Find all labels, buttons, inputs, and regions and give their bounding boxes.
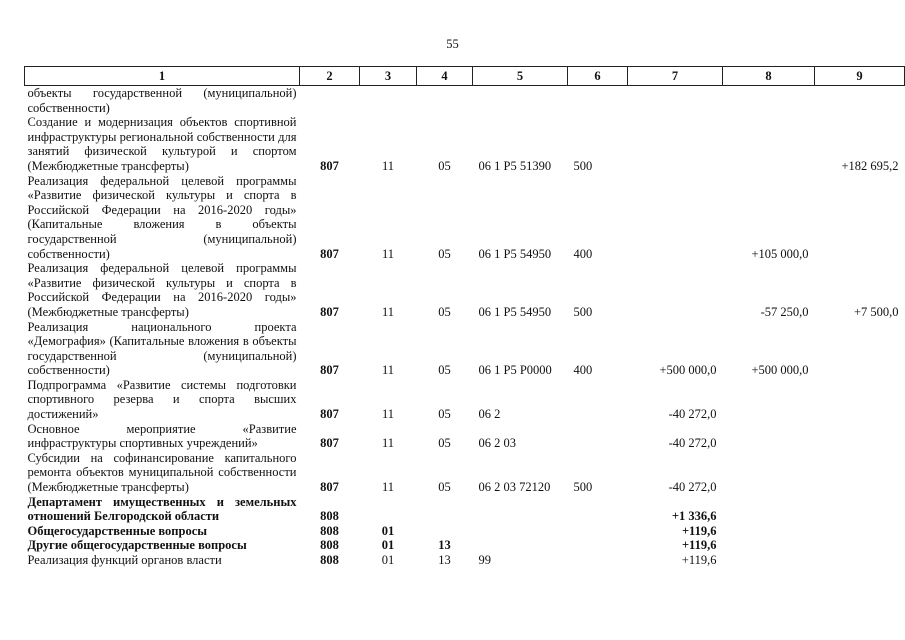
table-header bbox=[25, 67, 905, 86]
row-value-col7: -40 272,0 bbox=[668, 407, 717, 422]
row-subsection: 05 bbox=[438, 436, 451, 451]
row-admin-code: 807 bbox=[320, 480, 339, 495]
row-section bbox=[360, 86, 417, 116]
table-row bbox=[25, 538, 905, 553]
row-admin-code: 808 bbox=[320, 509, 339, 524]
row-value-col9 bbox=[815, 553, 905, 568]
row-name: Департамент имущественных и земельных отношений Белгородской области bbox=[27, 494, 297, 524]
row-admin-code: 807 bbox=[320, 436, 339, 451]
row-value-col9: +182 695,2 bbox=[841, 158, 899, 173]
row-value-col8 bbox=[723, 524, 815, 539]
row-admin-code: 808 bbox=[320, 553, 339, 567]
row-subsection bbox=[417, 495, 473, 524]
column-header-6: 6 bbox=[568, 67, 628, 86]
table-row bbox=[25, 174, 905, 262]
row-target-code: 06 1 P5 54950 bbox=[478, 304, 552, 319]
row-name: Другие общегосударственные вопросы bbox=[27, 538, 247, 553]
table-row bbox=[25, 553, 905, 568]
row-subsection: 13 bbox=[438, 553, 451, 567]
row-value-col8 bbox=[723, 86, 815, 116]
column-header-2: 2 bbox=[300, 67, 360, 86]
row-expense-type: 500 bbox=[573, 304, 593, 319]
row-section: 11 bbox=[381, 480, 395, 495]
row-value-col9 bbox=[815, 86, 905, 116]
table-row bbox=[25, 495, 905, 524]
table-row bbox=[25, 115, 905, 173]
row-name: Создание и модернизация объектов спортивной инфраструктуры региональной собственности для занятий физической культурой и спортом (Межбюджетные трансферты) bbox=[27, 115, 297, 173]
row-section: 01 bbox=[381, 538, 395, 553]
column-header-7: 7 bbox=[628, 67, 723, 86]
row-value-col9 bbox=[815, 422, 905, 451]
table-row bbox=[25, 422, 905, 451]
row-value-col8: +500 000,0 bbox=[751, 363, 809, 378]
budget-table bbox=[24, 66, 905, 568]
row-target-code bbox=[473, 495, 568, 524]
row-name: Субсидии на софинансирование капитального ремонта объектов муниципальной собственности (Межбюджетные трансферты) bbox=[27, 450, 297, 495]
row-expense-type: 400 bbox=[573, 246, 593, 261]
row-value-col7: +1 336,6 bbox=[671, 509, 717, 524]
row-value-col8 bbox=[723, 538, 815, 553]
row-section: 01 bbox=[381, 553, 395, 567]
column-header-1: 1 bbox=[25, 67, 300, 86]
row-section bbox=[360, 495, 417, 524]
row-value-col9 bbox=[815, 378, 905, 422]
row-expense-type: 500 bbox=[573, 158, 593, 173]
row-value-col8 bbox=[723, 451, 815, 495]
row-section: 11 bbox=[381, 407, 395, 422]
row-subsection: 05 bbox=[438, 158, 451, 173]
row-admin-code bbox=[300, 86, 360, 116]
row-expense-type bbox=[568, 495, 628, 524]
row-value-col7: +119,6 bbox=[681, 553, 717, 567]
row-value-col7 bbox=[628, 86, 723, 116]
column-header-8: 8 bbox=[723, 67, 815, 86]
row-value-col7: -40 272,0 bbox=[668, 480, 717, 495]
row-target-code: 06 2 03 bbox=[478, 436, 516, 451]
row-value-col8 bbox=[723, 115, 815, 173]
row-subsection: 05 bbox=[438, 480, 451, 495]
row-expense-type: 400 bbox=[573, 363, 593, 378]
row-expense-type bbox=[568, 538, 628, 553]
row-value-col8 bbox=[723, 553, 815, 568]
row-value-col9 bbox=[815, 320, 905, 378]
row-name: Общегосударственные вопросы bbox=[27, 523, 208, 538]
row-admin-code: 807 bbox=[320, 158, 339, 173]
row-admin-code: 807 bbox=[320, 363, 339, 378]
row-name: Реализация национального проекта «Демография» (Капитальные вложения в объекты государственной (муниципальной) собственности) bbox=[27, 319, 297, 378]
header-row bbox=[25, 67, 905, 86]
table-body bbox=[25, 86, 905, 568]
row-section: 11 bbox=[381, 246, 395, 261]
row-target-code: 06 1 P5 51390 bbox=[478, 158, 552, 173]
row-expense-type bbox=[568, 422, 628, 451]
row-name: объекты государственной (муниципальной) собственности) bbox=[27, 86, 297, 115]
row-value-col7 bbox=[628, 174, 723, 262]
row-name: Реализация функций органов власти bbox=[27, 553, 222, 567]
row-subsection: 13 bbox=[438, 538, 451, 553]
row-section: 11 bbox=[381, 436, 395, 451]
row-target-code bbox=[473, 538, 568, 553]
row-value-col7: +119,6 bbox=[681, 523, 717, 538]
row-value-col8 bbox=[723, 378, 815, 422]
row-target-code: 06 1 P5 54950 bbox=[478, 246, 552, 261]
row-value-col9 bbox=[815, 451, 905, 495]
row-section: 01 bbox=[381, 523, 395, 538]
row-value-col8 bbox=[723, 495, 815, 524]
column-header-3: 3 bbox=[360, 67, 417, 86]
row-target-code: 06 2 03 72120 bbox=[478, 480, 551, 495]
row-subsection: 05 bbox=[438, 246, 451, 261]
row-section: 11 bbox=[381, 363, 395, 378]
row-value-col9 bbox=[815, 524, 905, 539]
row-admin-code: 808 bbox=[320, 538, 339, 553]
table-row bbox=[25, 451, 905, 495]
row-value-col9: +7 500,0 bbox=[853, 304, 899, 319]
row-target-code: 06 2 bbox=[478, 407, 501, 422]
row-value-col8 bbox=[723, 422, 815, 451]
page-number: 55 bbox=[446, 37, 459, 51]
row-value-col9 bbox=[815, 495, 905, 524]
row-section: 11 bbox=[381, 304, 395, 319]
row-name: Реализация федеральной целевой программы «Развитие физической культуры и спорта в Российской Федерации на 2016-2020 годы» (Межбюджетные трансферты) bbox=[27, 261, 297, 319]
row-value-col8: -57 250,0 bbox=[760, 304, 809, 319]
row-target-code: 06 1 P5 P0000 bbox=[478, 363, 552, 378]
row-name: Реализация федеральной целевой программы «Развитие физической культуры и спорта в Российской Федерации на 2016-2020 годы» (Капитальные вложения в объекты государственной (муниципальной) собственности) bbox=[27, 173, 297, 261]
row-value-col7: +119,6 bbox=[681, 538, 717, 553]
row-subsection: 05 bbox=[438, 304, 451, 319]
table-row bbox=[25, 261, 905, 319]
table-row bbox=[25, 86, 905, 116]
row-expense-type: 500 bbox=[573, 480, 593, 495]
column-header-9: 9 bbox=[815, 67, 905, 86]
row-value-col9 bbox=[815, 174, 905, 262]
row-value-col7: -40 272,0 bbox=[668, 436, 717, 451]
row-name: Подпрограмма «Развитие системы подготовки спортивного резерва и спорта высших достижений» bbox=[27, 377, 297, 422]
row-target-code bbox=[473, 86, 568, 116]
row-admin-code: 807 bbox=[320, 407, 339, 422]
table-row bbox=[25, 320, 905, 378]
row-target-code bbox=[473, 524, 568, 539]
column-header-4: 4 bbox=[417, 67, 473, 86]
column-header-5: 5 bbox=[473, 67, 568, 86]
row-value-col7 bbox=[628, 261, 723, 319]
row-expense-type bbox=[568, 378, 628, 422]
row-admin-code: 807 bbox=[320, 304, 339, 319]
row-name: Основное мероприятие «Развитие инфраструктуры спортивных учреждений» bbox=[27, 421, 297, 451]
row-expense-type bbox=[568, 86, 628, 116]
row-subsection bbox=[417, 86, 473, 116]
row-value-col7: +500 000,0 bbox=[659, 363, 717, 378]
row-expense-type bbox=[568, 524, 628, 539]
row-admin-code: 808 bbox=[320, 523, 339, 538]
row-expense-type bbox=[568, 553, 628, 568]
table-row bbox=[25, 378, 905, 422]
row-section: 11 bbox=[381, 158, 395, 173]
row-value-col7 bbox=[628, 115, 723, 173]
row-target-code: 99 bbox=[478, 553, 491, 567]
row-admin-code: 807 bbox=[320, 246, 339, 261]
row-value-col8: +105 000,0 bbox=[751, 246, 809, 261]
row-subsection: 05 bbox=[438, 363, 451, 378]
row-subsection: 05 bbox=[438, 407, 451, 422]
row-subsection bbox=[417, 524, 473, 539]
table-row bbox=[25, 524, 905, 539]
row-value-col9 bbox=[815, 538, 905, 553]
